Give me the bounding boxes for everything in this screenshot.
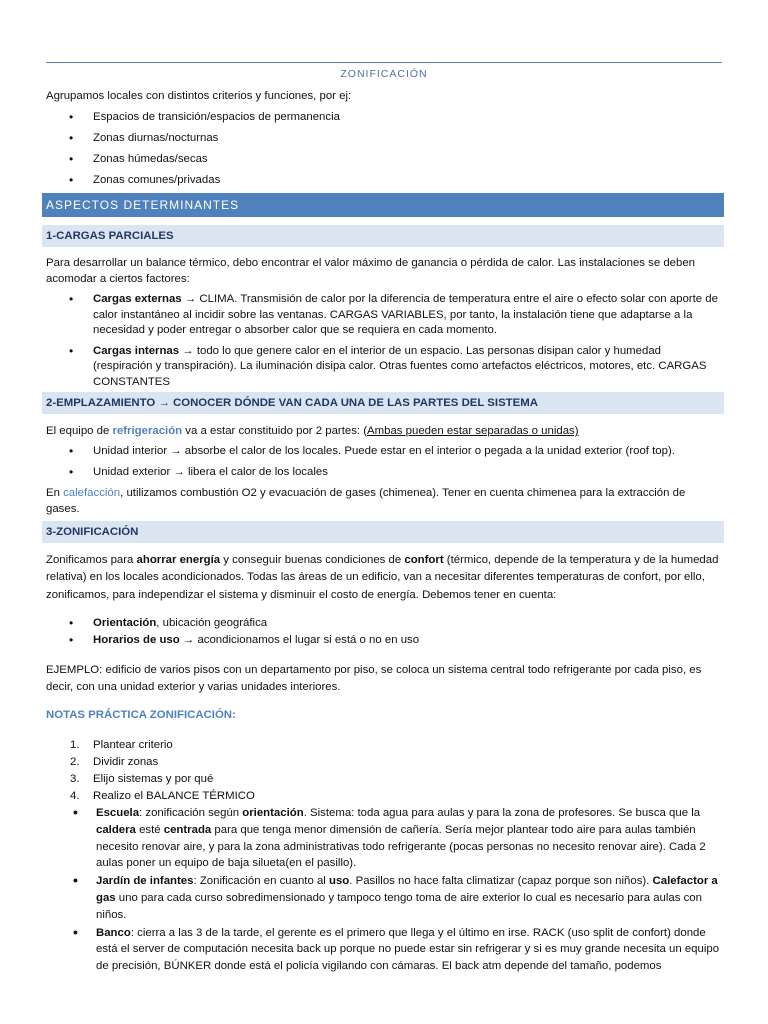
refrigeracion-term: refrigeración: [112, 425, 183, 437]
text-run: esté: [135, 823, 164, 836]
text-run: va a estar constituido por 2 partes: (: [182, 425, 368, 437]
item-text: Dividir zonas: [93, 756, 159, 768]
section-2-heading-b: CONOCER DÓNDE VAN CADA UNA DE LAS PARTES DEL SISTEMA: [169, 397, 538, 409]
banco-label: Banco: [96, 926, 131, 939]
section-3-paragraph: [46, 552, 722, 604]
text-run: , ubicación geográfica: [156, 617, 268, 629]
confort-term: confort: [404, 554, 444, 566]
list-item: [46, 788, 722, 805]
text-run: Unidad exterior: [93, 466, 174, 478]
text-run: acondicionamos el lugar si está o no en uso: [194, 634, 420, 646]
list-item: [46, 444, 722, 460]
arrow-right-icon: →: [173, 466, 185, 478]
header-rule: [46, 62, 722, 63]
jardin-label: Jardín de infantes: [96, 875, 194, 888]
ahorrar-energia-term: ahorrar energía: [136, 554, 221, 566]
text-run: Zonificamos para: [46, 554, 137, 566]
text-run: absorbe el calor de los locales. Puede estar en el interior o pegada a la unidad exterior (roof top).: [181, 445, 675, 457]
list-item: [46, 771, 722, 788]
item-text: Plantear criterio: [93, 739, 173, 751]
pasos-list: [46, 737, 722, 805]
list-item: [46, 465, 722, 481]
cargas-internas-label: Cargas internas: [93, 344, 180, 357]
arrow-right-icon: →: [182, 344, 194, 357]
item-number: 1.: [70, 739, 80, 751]
text-run: El equipo de: [46, 425, 113, 437]
centrada-term: centrada: [163, 823, 212, 836]
list-item: • Zonas diurnas/nocturnas: [46, 131, 722, 147]
section-1-paragraph: Para desarrollar un balance térmico, debo encontrar el valor máximo de ganancia o pérdida de calor. Las instalaciones se deben acomodar a ciertos factores:: [46, 257, 696, 285]
uso-term: uso: [329, 875, 350, 888]
arrow-right-icon: →: [184, 293, 197, 305]
cargas-externas-text: CLIMA. Transmisión de calor por la diferencia de temperatura entre el aire o efecto solar con aporte de calor instantáneo al incidir sobre las ventanas. CARGAS VARIABLES, por tanto, la instalación tiene que adaptarse a la necesidad y poder entregar o absorber calor que se requiera en cada momento.: [93, 293, 718, 336]
text-run: , utilizamos combustión O2 y evacuación de gases (chimenea). Tener en cuenta chimenea para la extracción de gases.: [46, 487, 686, 515]
list-item-jardin: [46, 873, 722, 923]
document-title: ZONIFICACIÓN: [340, 68, 428, 80]
list-item-escuela: [46, 805, 722, 872]
section-3-heading: 3-ZONIFICACIÓN: [42, 521, 724, 543]
section-1-heading: 1-CARGAS PARCIALES: [42, 225, 724, 247]
text-run: : zonificación según: [139, 807, 243, 819]
horarios-label: Horarios de uso: [93, 634, 180, 646]
list-item: [46, 344, 722, 391]
item-number: 3.: [70, 773, 80, 785]
aspectos-heading: ASPECTOS DETERMINANTES: [42, 193, 724, 217]
escuela-label: Escuela: [96, 807, 140, 819]
text-run: Unidad interior: [93, 445, 171, 457]
section-2-heading: [42, 392, 724, 414]
text-run: uno para cada curso sobredimensionado y tampoco tengo toma de aire exterior lo cual es necesario para aulas con niños.: [96, 891, 702, 921]
list-item: • Zonas húmedas/secas: [46, 152, 722, 168]
list-item: [46, 292, 722, 339]
text-run: : cierra a las 3 de la tarde, el gerente es el primero que llega y el último en irse. RACK (uso split de confort) donde está el server de computación necesita back up porque no puede estar sin refrigerar y si es muy grande necesita un equipo de precisión, BÚNKER donde está el policía vigilando con cámaras. El back atm depende del tamaño, podemos: [96, 926, 720, 973]
list-item: [46, 615, 722, 632]
text-run: y conseguir buenas condiciones de: [220, 554, 405, 566]
list-item: • Espacios de transición/espacios de permanencia: [46, 110, 722, 126]
intro-paragraph: Agrupamos locales con distintos criterios y funciones, por ej:: [46, 90, 352, 102]
intro-list: [46, 110, 722, 189]
arrow-right-icon: →: [170, 445, 182, 457]
calefaccion-term: calefacción: [63, 487, 121, 499]
criterios-list: [46, 615, 722, 649]
cargas-externas-label: Cargas externas: [93, 293, 182, 305]
refrigeracion-paragraph: [46, 424, 722, 440]
arrow-right-icon: →: [182, 634, 195, 646]
item-text: Realizo el BALANCE TÉRMICO: [93, 790, 255, 802]
arrow-right-icon: →: [158, 397, 170, 409]
text-run: : Zonificación en cuanto al: [193, 875, 329, 888]
notas-heading: NOTAS PRÁCTICA ZONIFICACIÓN:: [46, 709, 236, 721]
text-run: En: [46, 487, 64, 499]
caldera-term: caldera: [96, 823, 136, 836]
text-run: libera el calor de los locales: [184, 466, 328, 478]
calefaccion-paragraph: [46, 486, 722, 517]
cargas-list: [46, 292, 722, 390]
list-item: [46, 737, 722, 754]
ejemplo-paragraph: EJEMPLO: edificio de varios pisos con un departamento por piso, se coloca un sistema central todo refrigerante por cada piso, es decir, con una unidad exterior y varias unidades interiores.: [46, 664, 702, 694]
text-run: para que tenga menor dimensión de cañería. Sería mejor plantear todo aire para aulas también necesito renovar aire, y para la zona administrativas todo refrigerante (pocas personas no necesito renovar aire). Cada 2 aulas poner un equipo de baja silueta(en el pasillo).: [96, 823, 706, 870]
text-run: . Pasillos no hace falta climatizar (capaz porque son niños).: [349, 875, 653, 888]
list-item: [46, 754, 722, 771]
text-run: (térmico, depende de la temperatura y de la humedad relativa) en los locales acondicionados. Todas las áreas de un edificio, van a necesitar diferentes temperaturas de confort, por ello, zonificamos, para independizar el sistema y disminuir el costo de energía. Debemos tener en cuenta:: [46, 554, 719, 601]
orientacion-label: Orientación: [93, 617, 157, 629]
list-item-banco: [46, 925, 722, 975]
list-item: [46, 632, 722, 649]
underlined-note: Ambas pueden estar separadas o unidas): [367, 425, 579, 437]
cargas-internas-text: todo lo que genere calor en el interior de un espacio. Las personas disipan calor y humedad (respiración y transpiración). La iluminación disipa calor. Otras fuentes como artefactos eléctricos, motores, etc. CARGAS CONSTANTES: [93, 344, 707, 388]
calefactor-term: Calefactor a gas: [96, 875, 718, 904]
text-run: . Sistema: toda agua para aulas y para la zona de profesores. Se busca que la: [303, 807, 701, 819]
item-number: 2.: [70, 756, 80, 768]
list-item: • Zonas comunes/privadas: [46, 173, 722, 189]
item-number: 4.: [70, 790, 80, 802]
orientacion-term: orientación: [242, 807, 304, 819]
section-2-heading-a: 2-EMPLAZAMIENTO: [46, 397, 159, 409]
unidades-list: [46, 444, 722, 481]
casos-list: [46, 805, 722, 975]
item-text: Elijo sistemas y por qué: [93, 773, 214, 785]
